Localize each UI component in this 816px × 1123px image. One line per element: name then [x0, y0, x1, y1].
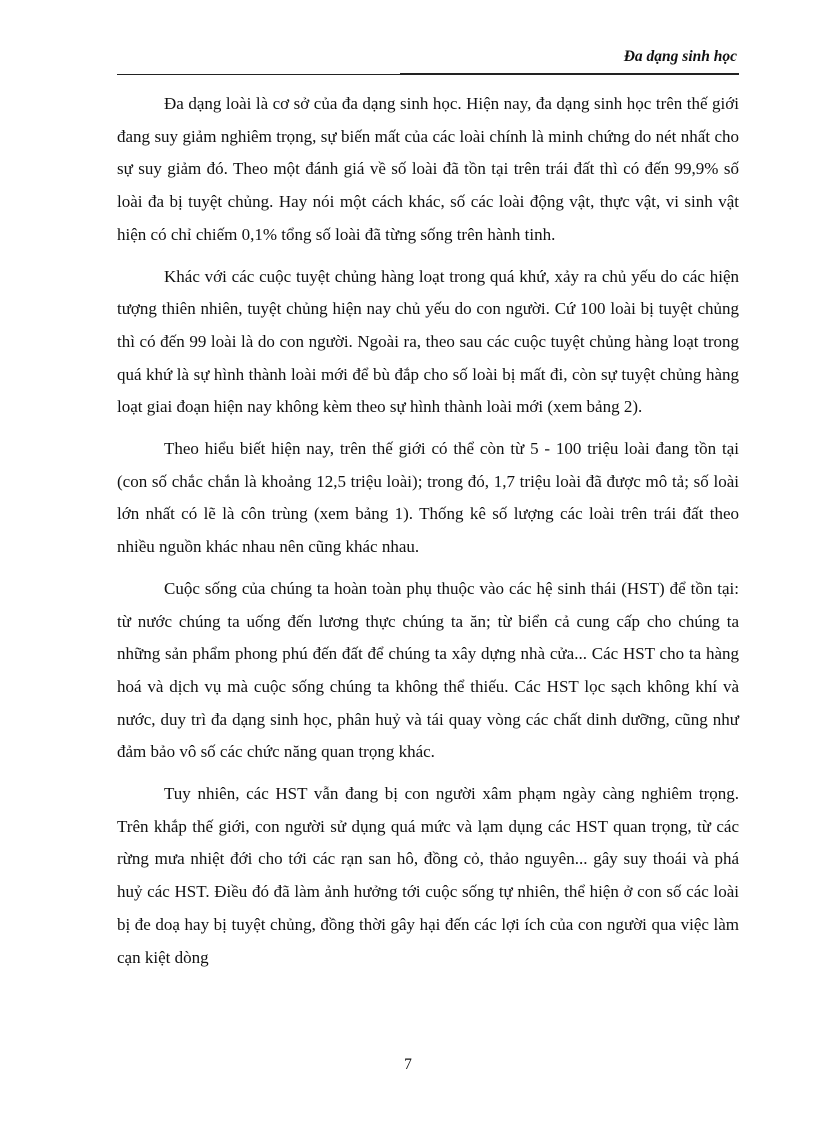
- paragraph-mass-extinction: Khác với các cuộc tuyệt chủng hàng loạt trong quá khứ, xảy ra chủ yếu do các hiện tượng thiên nhiên, tuyệt chủng hiện nay chủ yếu do con người. Cứ 100 loài bị tuyệt chủng thì có đến 99 loài là do con người. Ngoài ra, theo sau các cuộc tuyệt chủng hàng loạt trong quá khứ là sự hình thành loài mới để bù đắp cho số loài bị mất đi, còn sự tuyệt chủng hàng loạt giai đoạn hiện nay không kèm theo sự hình thành loài mới (xem bảng 2).: [117, 266, 739, 417]
- body-text: [117, 88, 739, 983]
- paragraph-species-count: Theo hiểu biết hiện nay, trên thế giới có thể còn từ 5 - 100 triệu loài đang tồn tại (con số chắc chắn là khoảng 12,5 triệu loài); trong đó, 1,7 triệu loài đã được mô tả; số loài lớn nhất có lẽ là côn trùng (xem bảng 1). Thống kê số lượng các loài trên trái đất theo nhiều nguồn khác nhau nên cũng khác nhau.: [117, 439, 739, 557]
- header-rule-thick: [400, 73, 739, 76]
- paragraph-ecosystem-dependence: Cuộc sống của chúng ta hoàn toàn phụ thuộc vào các hệ sinh thái (HST) để tồn tại: từ nước chúng ta uống đến lương thực chúng ta ăn; từ biển cả cung cấp cho chúng ta những sản phẩm phong phú đến đất để chúng ta xây dựng nhà cửa... Các HST cho ta hàng hoá và dịch vụ mà cuộc sống chúng ta không thể thiếu. Các HST lọc sạch không khí và nước, duy trì đa dạng sinh học, phân huỷ và tái quay vòng các chất dinh dưỡng, cũng như đảm bảo vô số các chức năng quan trọng khác.: [117, 578, 739, 762]
- paragraph-species-diversity: Đa dạng loài là cơ sở của đa dạng sinh học. Hiện nay, đa dạng sinh học trên thế giới đang suy giảm nghiêm trọng, sự biến mất của các loài chính là minh chứng do nét nhất cho sự suy giảm đó. Theo một đánh giá về số loài đã tồn tại trên trái đất thì có đến 99,9% số loài đa bị tuyệt chủng. Hay nói một cách khác, số các loài động vật, thực vật, vi sinh vật hiện có chỉ chiếm 0,1% tổng số loài đã từng sống trên hành tinh.: [117, 94, 739, 244]
- page-number: 7: [404, 1056, 412, 1073]
- paragraph-ecosystem-threats: Tuy nhiên, các HST vẫn đang bị con người xâm phạm ngày càng nghiêm trọng. Trên khắp thế giới, con người sử dụng quá mức và lạm dụng các HST quan trọng, từ các rừng mưa nhiệt đới cho tới các rạn san hô, đồng cỏ, thảo nguyên... gây suy thoái và phá huỷ các HST. Điều đó đã làm ảnh hưởng tới cuộc sống tự nhiên, thể hiện ở con số các loài bị đe doạ hay bị tuyệt chủng, đồng thời gây hại đến các lợi ích của con người qua việc làm cạn kiệt dòng: [117, 784, 739, 967]
- page-header: [117, 44, 739, 78]
- header-title: Đa dạng sinh học: [623, 48, 737, 65]
